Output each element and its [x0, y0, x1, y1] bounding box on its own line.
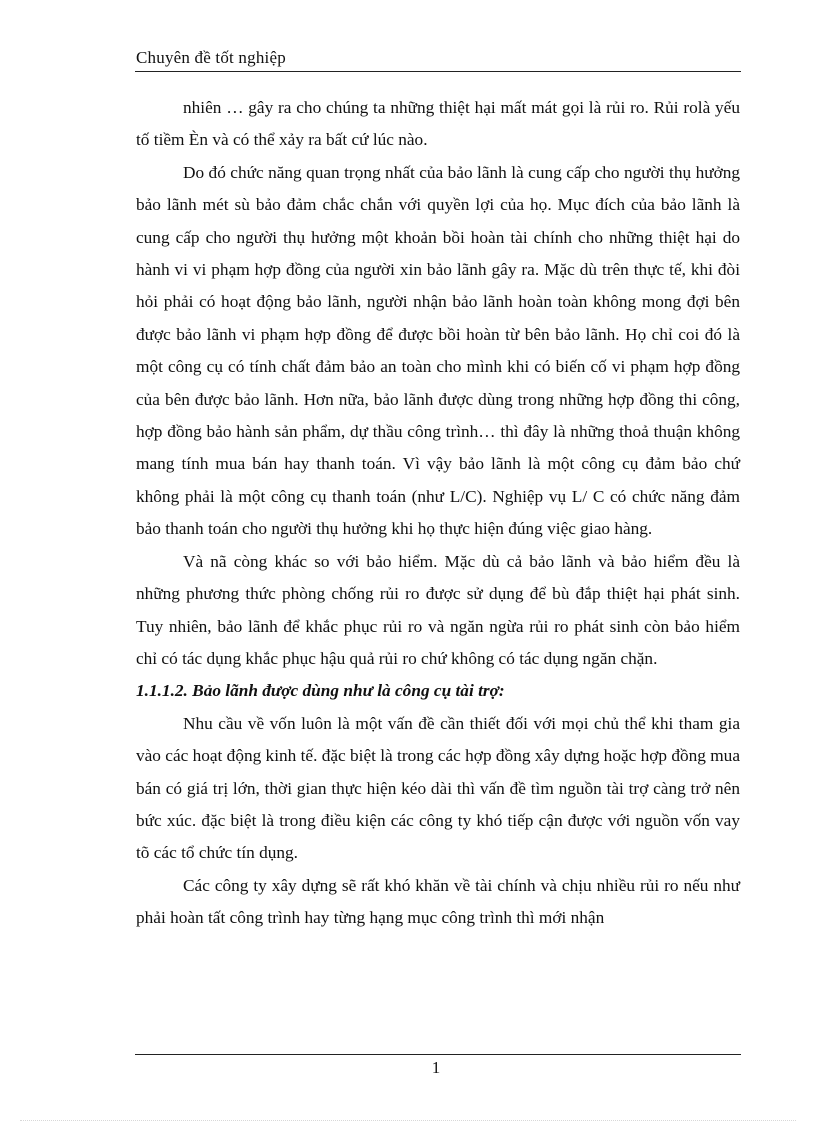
page-number: 1 — [431, 1058, 441, 1077]
section-heading: 1.1.1.2. Bảo lãnh được dùng như là công cụ tài trợ: — [136, 681, 505, 701]
paragraph-guarantee-vs-insurance: Và nã còng khác so với bảo hiểm. Mặc dù cả bảo lãnh và bảo hiểm đều là những phương thức phòng chống rủi ro được sử dụng để bù đắp thiệt hại phát sinh. Tuy nhiên, bảo lãnh để khắc phục rủi ro và ngăn ngừa rủi ro phát sinh còn bảo hiểm chỉ có tác dụng khắc phục hậu quả rủi ro chứ không có tác dụng ngăn chặn. — [136, 551, 740, 668]
footer-divider — [135, 1054, 741, 1055]
document-body — [136, 92, 740, 935]
paragraph-capital-needs: Nhu cầu về vốn luôn là một vấn đề cần thiết đối với mọi chủ thể khi tham gia vào các hoạt động kinh tế. đặc biệt là trong các hợp đồng xây dựng hoặc hợp đồng mua bán có giá trị lớn, thời gian thực hiện kéo dài thì vấn đề tìm nguồn tài trợ càng trở nên bức xúc. đặc biệt là trong điều kiện các công ty khó tiếp cận được với nguồn vốn vay tõ các tổ chức tín dụng. — [136, 713, 740, 863]
paragraph-continued: nhiên … gây ra cho chúng ta những thiệt hại mất mát gọi là rủi ro. Rủi rolà yếu tố tiềm Èn và có thể xảy ra bất cứ lúc nào. — [136, 98, 740, 150]
paragraph-construction-companies: Các công ty xây dựng sẽ rất khó khăn về tài chính và chịu nhiều rủi ro nếu như phải hoàn tất công trình hay từng hạng mục công trình thì mới nhận — [136, 875, 740, 928]
header-divider — [135, 71, 741, 72]
page-bottom-dotted-border — [20, 1120, 796, 1121]
paragraph-guarantee-function: Do đó chức năng quan trọng nhất của bảo lãnh là cung cấp cho người thụ hưởng bảo lãnh mét sù bảo đảm chắc chắn với quyền lợi của họ. Mục đích của bảo lãnh là cung cấp cho người thụ hưởng một khoản bồi hoàn tài chính cho những thiệt hại do hành vi vi phạm hợp đồng của người xin bảo lãnh gây ra. Mặc dù trên thực tế, khi đòi hỏi phải có hoạt động bảo lãnh, người nhận bảo lãnh hoàn toàn không mong đợi bên được bảo lãnh vi phạm hợp đồng để được bồi hoàn từ bên bảo lãnh. Họ chỉ coi đó là một công cụ có tính chất đảm bảo an toàn cho mình khi có biến cố vi phạm hợp đồng của bên được bảo lãnh. Hơn nữa, bảo lãnh được dùng trong những hợp đồng thi công, hợp đồng bảo hành sản phẩm, dự thầu công trình… thì đây là những thoả thuận không mang tính mua bán hay thanh toán. Vì vậy bảo lãnh là một công cụ đảm bảo chứ không phải là một công cụ thanh toán (như L/C). Nghiệp vụ L/ C có chức năng đảm bảo thanh toán cho người thụ hưởng khi họ thực hiện đúng việc giao hàng. — [136, 162, 740, 539]
running-header-title: Chuyên đề tốt nghiệp — [136, 48, 286, 67]
